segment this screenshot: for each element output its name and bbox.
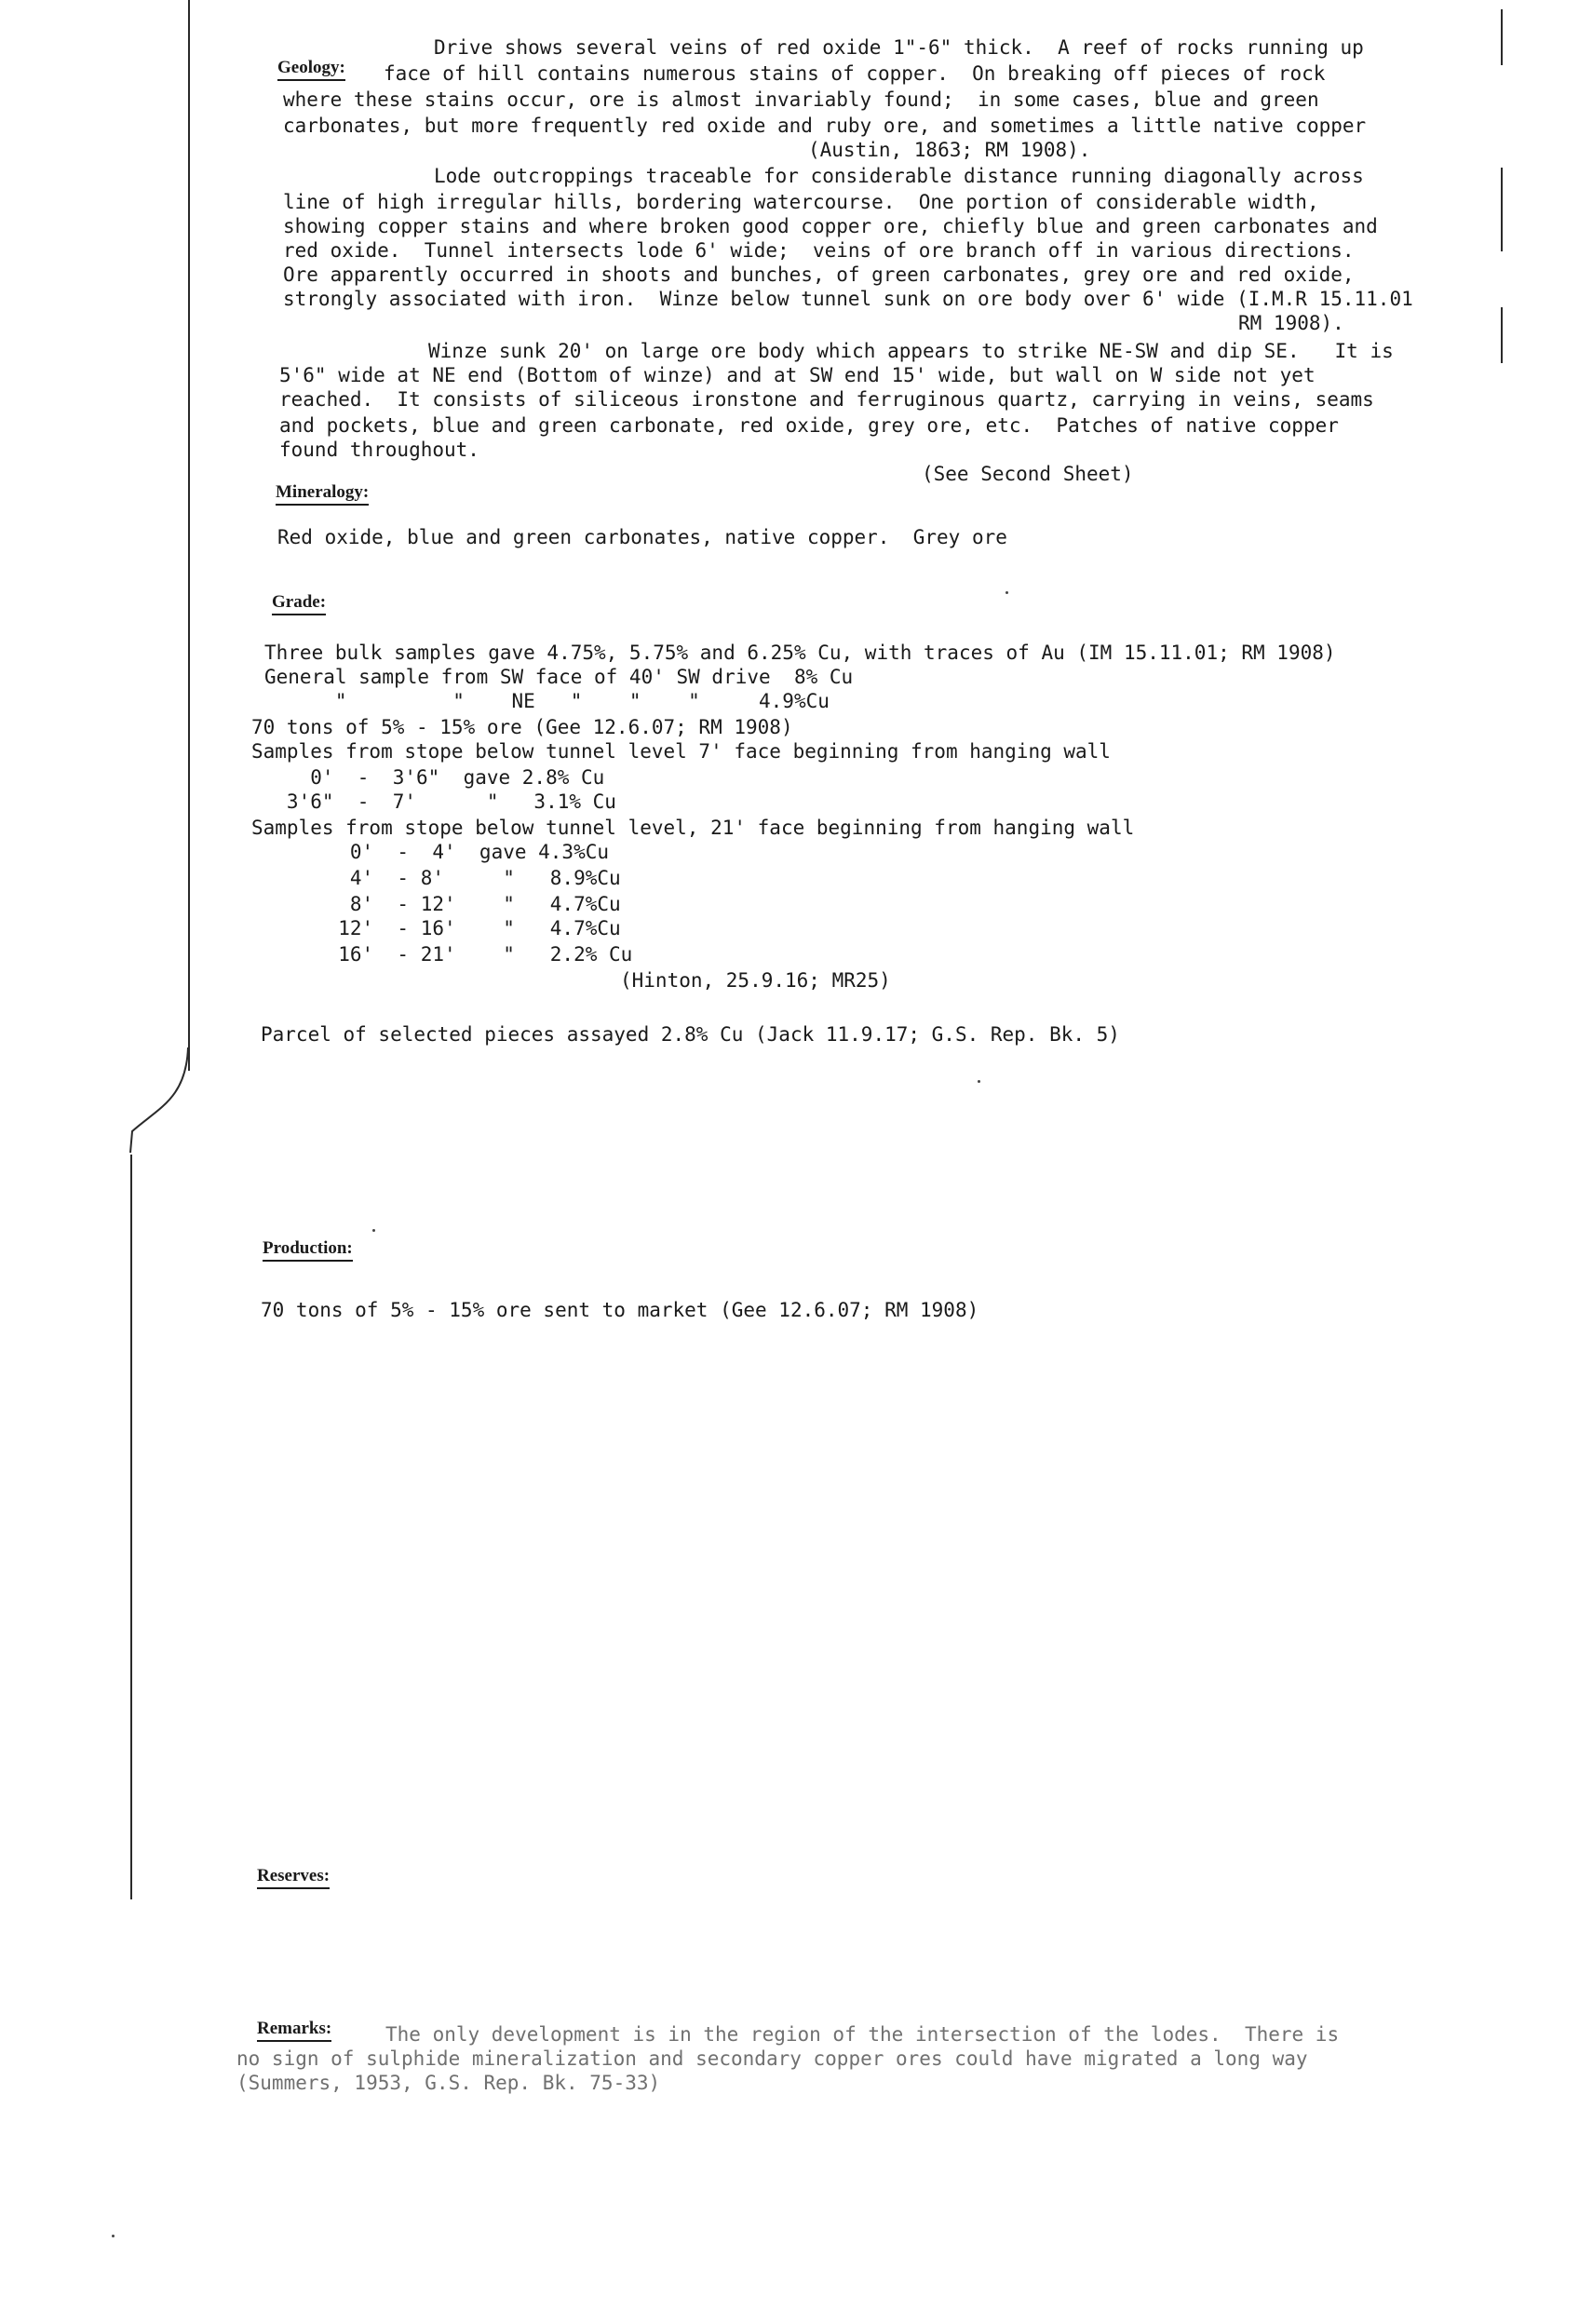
geology-text-line: carbonates, but more frequently red oxide and ruby ore, and sometimes a little native copper	[283, 115, 1367, 137]
scan-speck	[112, 2235, 115, 2237]
mineralogy-heading: Mineralogy:	[276, 482, 369, 506]
scan-speck	[1005, 591, 1008, 594]
grade-line: Three bulk samples gave 4.75%, 5.75% and 6.25% Cu, with traces of Au (IM 15.11.01; RM 1908)	[264, 642, 1336, 664]
grade-line: 3'6" - 7' " 3.1% Cu	[251, 790, 616, 813]
grade-line: Samples from stope below tunnel level 7' face beginning from hanging wall	[251, 740, 1111, 763]
grade-line: 0' - 4' gave 4.3%Cu	[279, 841, 610, 863]
mineralogy-text: Red oxide, blue and green carbonates, native copper. Grey ore	[277, 526, 1007, 548]
grade-citation: (Hinton, 25.9.16; MR25)	[620, 969, 891, 992]
geology-citation: RM 1908).	[1238, 312, 1344, 334]
geology-text-line: line of high irregular hills, bordering watercourse. One portion of considerable width,	[283, 191, 1319, 213]
grade-line: Samples from stope below tunnel level, 21' face beginning from hanging wall	[251, 817, 1135, 839]
geology-text-line: Ore apparently occurred in shoots and bunches, of green carbonates, grey ore and red oxide,	[283, 263, 1355, 286]
geology-text-line: strongly associated with iron. Winze below tunnel sunk on ore body over 6' wide (I.M.R 15.11.01	[283, 288, 1413, 310]
scan-speck	[372, 1229, 375, 1232]
remarks-line: no sign of sulphide mineralization and secondary copper ores could have migrated a long way	[236, 2047, 1308, 2070]
remarks-line: The only development is in the region of the intersection of the lodes. There is	[385, 2023, 1340, 2046]
geology-text-line: Drive shows several veins of red oxide 1"-6" thick. A reef of rocks running up	[434, 36, 1364, 59]
remarks-line: (Summers, 1953, G.S. Rep. Bk. 75-33)	[236, 2072, 661, 2094]
right-margin-line	[1501, 9, 1503, 65]
grade-line: 8' - 12' " 4.7%Cu	[279, 893, 621, 915]
geology-text-line: Lode outcroppings traceable for considerable distance running diagonally across	[434, 165, 1364, 187]
grade-heading: Grade:	[272, 592, 326, 615]
geology-citation: (Austin, 1863; RM 1908).	[808, 139, 1091, 161]
right-margin-line-3	[1501, 307, 1503, 363]
binding-curve	[121, 1043, 196, 1155]
grade-line: 0' - 3'6" gave 2.8% Cu	[251, 766, 605, 789]
grade-line: " " NE " " " 4.9%Cu	[264, 690, 830, 712]
grade-line: 70 tons of 5% - 15% ore (Gee 12.6.07; RM 1908)	[251, 716, 793, 738]
remarks-heading: Remarks:	[257, 2019, 331, 2042]
scan-speck	[978, 1080, 980, 1083]
left-margin-line	[188, 0, 190, 1071]
production-heading: Production:	[263, 1238, 353, 1262]
grade-line: 4' - 8' " 8.9%Cu	[279, 867, 621, 889]
grade-parcel-line: Parcel of selected pieces assayed 2.8% Cu (Jack 11.9.17; G.S. Rep. Bk. 5)	[261, 1023, 1120, 1046]
grade-line: 12' - 16' " 4.7%Cu	[279, 917, 621, 939]
reserves-heading: Reserves:	[257, 1866, 330, 1889]
geology-text-line: Winze sunk 20' on large ore body which appears to strike NE-SW and dip SE. It is	[428, 340, 1394, 362]
geology-text-line: red oxide. Tunnel intersects lode 6' wide; veins of ore branch off in various directions.	[283, 239, 1355, 262]
geology-text-line: face of hill contains numerous stains of copper. On breaking off pieces of rock	[384, 62, 1326, 85]
grade-line: General sample from SW face of 40' SW drive 8% Cu	[264, 666, 854, 688]
geology-text-line: where these stains occur, ore is almost invariably found; in some cases, blue and green	[283, 88, 1319, 111]
geology-heading: Geology:	[277, 58, 345, 81]
see-second-sheet-note: (See Second Sheet)	[922, 463, 1134, 485]
geology-text-line: and pockets, blue and green carbonate, red oxide, grey ore, etc. Patches of native copper	[279, 414, 1339, 437]
grade-line: 16' - 21' " 2.2% Cu	[279, 943, 633, 966]
left-margin-line-lower	[130, 1155, 132, 1899]
right-margin-line-2	[1501, 168, 1503, 251]
geology-text-line: found throughout.	[279, 439, 479, 461]
geology-text-line: showing copper stains and where broken good copper ore, chiefly blue and green carbonates and	[283, 215, 1378, 237]
geology-text-line: 5'6" wide at NE end (Bottom of winze) and at SW end 15' wide, but wall on W side not yet	[279, 364, 1316, 386]
geology-text-line: reached. It consists of siliceous ironstone and ferruginous quartz, carrying in veins, seams	[279, 388, 1374, 411]
production-text: 70 tons of 5% - 15% ore sent to market (Gee 12.6.07; RM 1908)	[261, 1299, 979, 1321]
